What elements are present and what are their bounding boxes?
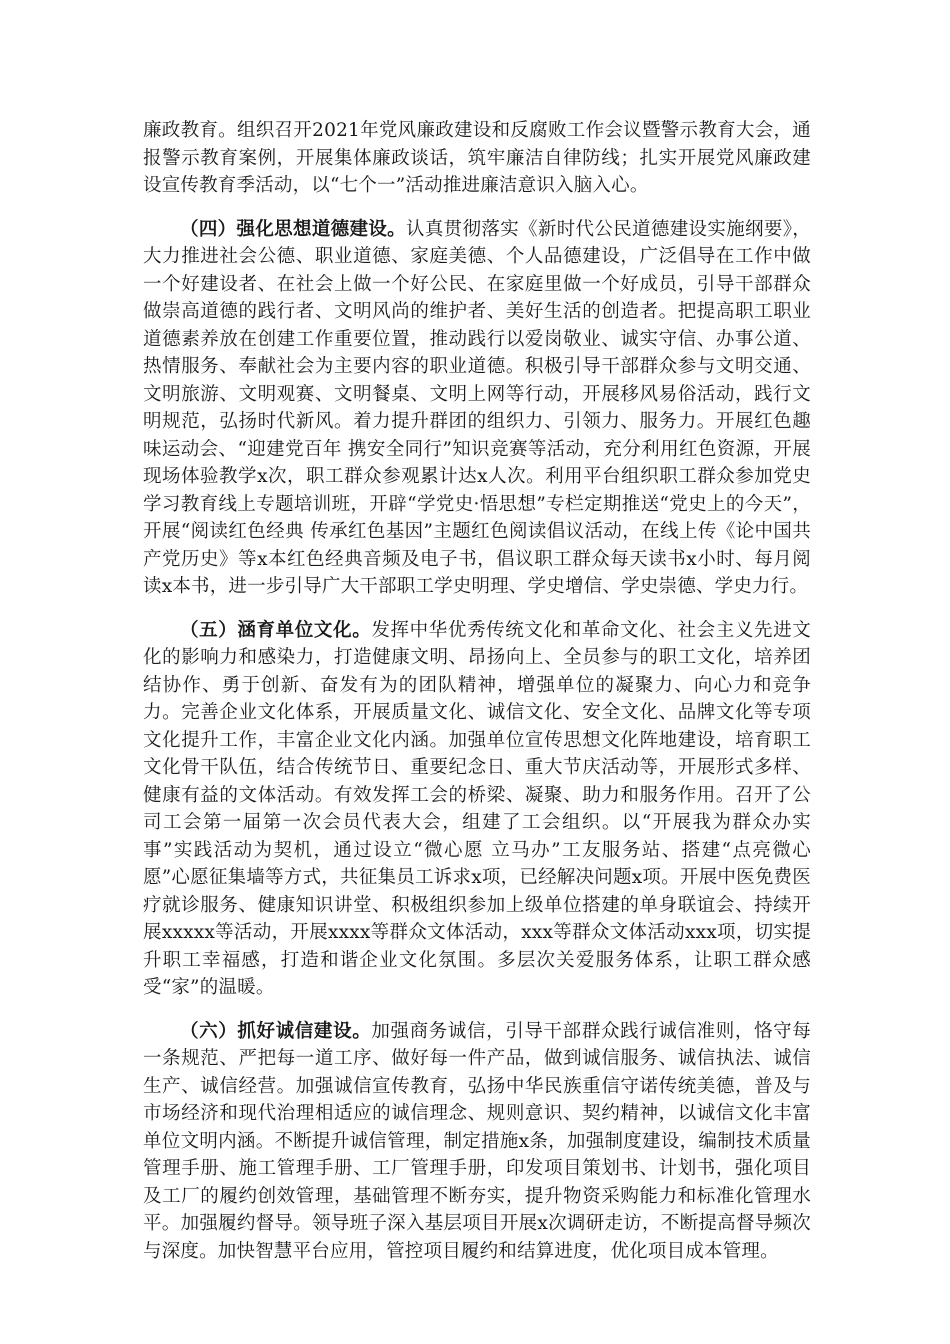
paragraph-body: 加强商务诚信，引导干部群众践行诚信准则，恪守每一条规范、严把每一道工序、做好每一件产品，做到诚信服务、诚信执法、诚信生产、诚信经营。加强诚信宣传教育，弘扬中华民族重信守诺传统美德，普及与市场经济和现代治理相适应的诚信理念、规则意识、契约精神，以诚信文化丰富单位文明内涵。不断提升诚信管理，制定措施x条，加强制度建设，编制技术质量管理手册、施工管理手册、工厂管理手册，印发项目策划书、计划书，强化项目及工厂的履约创效管理，基础管理不断夯实，提升物资采购能力和标准化管理水平。加强履约督导。领导班子深入基层项目开展x次调研走访，不断提高督导频次与深度。加快智慧平台应用，管控项目履约和结算进度，优化项目成本管理。	[143, 1020, 811, 1262]
paragraph-section-5	[143, 617, 811, 1002]
paragraph-body: 认真贯彻落实《新时代公民道德建设实施纲要》，大力推进社会公德、职业道德、家庭美德、个人品德建设，广泛倡导在工作中做一个好建设者、在社会上做一个好公民、在家庭里做一个好成员，引导干部群众做崇高道德的践行者、文明风尚的维护者、美好生活的创造者。把提高职工职业道德素养放在创建工作重要位置，推动践行以爱岗敬业、诚实守信、办事公道、热情服务、奉献社会为主要内容的职业道德。积极引导干部群众参与文明交通、文明旅游、文明观赛、文明餐桌、文明上网等行动，开展移风易俗活动，践行文明规范，弘扬时代新风。着力提升群团的组织力、引领力、服务力。开展红色趣味运动会、“迎建党百年 携安全同行”知识竞赛等活动，充分利用红色资源，开展现场体验教学x次，职工群众参观累计达x人次。利用平台组织职工群众参加党史学习教育线上专题培训班，开辟“学党史·悟思想”专栏定期推送“党史上的今天”，开展“阅读红色经典 传承红色基因”主题红色阅读倡议活动，在线上传《论中国共产党历史》等x本红色经典音频及电子书，倡议职工群众每天读书x小时、每月阅读x本书，进一步引导广大干部职工学史明理、学史增信、学史崇德、学史力行。	[143, 218, 811, 597]
paragraph-section-4	[143, 216, 811, 601]
document-page	[143, 117, 811, 1265]
paragraph-body: 廉政教育。组织召开2021年党风廉政建设和反腐败工作会议暨警示教育大会，通报警示教育案例，开展集体廉政谈话，筑牢廉洁自律防线；扎实开展党风廉政建设宣传教育季活动，以“七个一”活动推进廉洁意识入脑入心。	[143, 120, 811, 196]
paragraph-body: 发挥中华优秀传统文化和革命文化、社会主义先进文化的影响力和感染力，打造健康文明、昂扬向上、全员参与的职工文化，培养团结协作、勇于创新、奋发有为的团队精神，增强单位的凝聚力、向心力和竞争力。完善企业文化体系，开展质量文化、诚信文化、安全文化、品牌文化等专项文化提升工作，丰富企业文化内涵。加强单位宣传思想文化阵地建设，培育职工文化骨干队伍，结合传统节日、重要纪念日、重大节庆活动等，开展形式多样、健康有益的文体活动。有效发挥工会的桥梁、凝聚、助力和服务作用。召开了公司工会第一届第一次会员代表大会，组建了工会组织。以“开展我为群众办实事”实践活动为契机，通过设立“微心愿 立马办”工友服务站、搭建“点亮微心愿”心愿征集墙等方式，共征集员工诉求x项，已经解决问题x项。开展中医免费医疗就诊服务、健康知识讲堂、积极组织参加上级单位搭建的单身联谊会、持续开展xxxxx等活动，开展xxxx等群众文体活动，xxx等群众文体活动xxx项，切实提升职工幸福感，打造和谐企业文化氛围。多层次关爱服务体系，让职工群众感受“家”的温暖。	[143, 619, 811, 998]
section-heading: （六）抓好诚信建设。	[180, 1020, 372, 1042]
section-heading: （四）强化思想道德建设。	[180, 218, 407, 240]
paragraph-lianzheng-education	[143, 117, 811, 200]
section-heading: （五）涵育单位文化。	[180, 619, 372, 641]
paragraph-section-6	[143, 1018, 811, 1266]
